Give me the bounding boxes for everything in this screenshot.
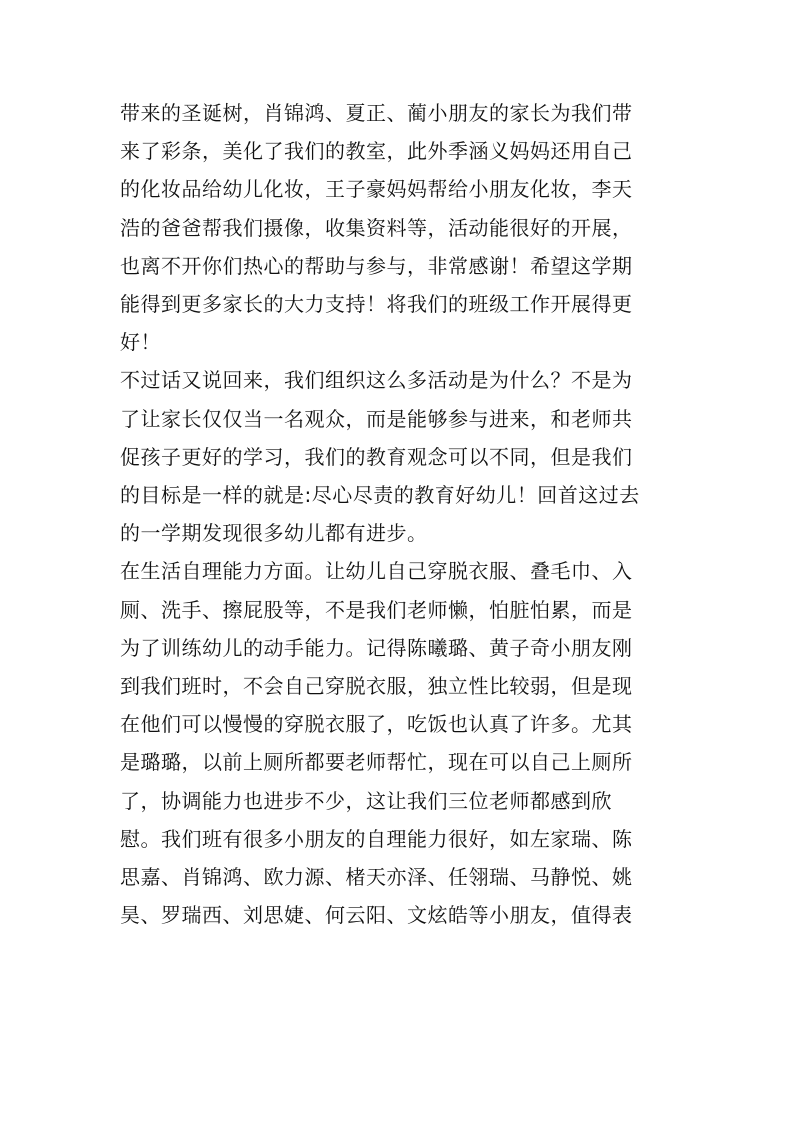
paragraph-activity-purpose: 不过话又说回来，我们组织这么多活动是为什么？不是为 了让家长仅仅当一名观众，而是能够参与进来，和老师共 促孩子更好的学习，我们的教育观念可以不同，但是我们 的目标是一样的就是:尽心尽责的教育好幼儿！回首这过去 的一学期发现很多幼儿都有进步。	[120, 368, 640, 546]
paragraph-parent-thanks: 带来的圣诞树，肖锦鸿、夏正、蔺小朋友的家长为我们带 来了彩条，美化了我们的教室，此外季涵义妈妈还用自己 的化妆品给幼儿化妆，王子豪妈妈帮给小朋友化妆，李天 浩的爸爸帮我们摄像，收集资料等，活动能很好的开展， 也离不开你们热心的帮助与参与，非常感谢！希望这学期 能得到更多家长的大力支持！将我们的班级工作开展得更 好！	[120, 101, 633, 355]
body-text	[120, 94, 680, 934]
paragraph-self-care-ability: 在生活自理能力方面。让幼儿自己穿脱衣服、叠毛巾、入 厕、洗手、擦屁股等，不是我们老师懒，怕脏怕累，而是 为了训练幼儿的动手能力。记得陈曦璐、黄子奇小朋友刚 到我们班时，不会自己穿脱衣服，独立性比较弱，但是现 在他们可以慢慢的穿脱衣服了，吃饭也认真了许多。尤其 是璐璐，以前上厕所都要老师帮忙，现在可以自己上厕所 了，协调能力也进步不少，这让我们三位老师都感到欣 慰。我们班有很多小朋友的自理能力很好，如左家瑞、陈 思嘉、肖锦鸿、欧力源、楮天亦泽、任翎瑞、马静悦、姚 昊、罗瑞西、刘思婕、何云阳、文炫皓等小朋友，值得表	[120, 559, 633, 928]
